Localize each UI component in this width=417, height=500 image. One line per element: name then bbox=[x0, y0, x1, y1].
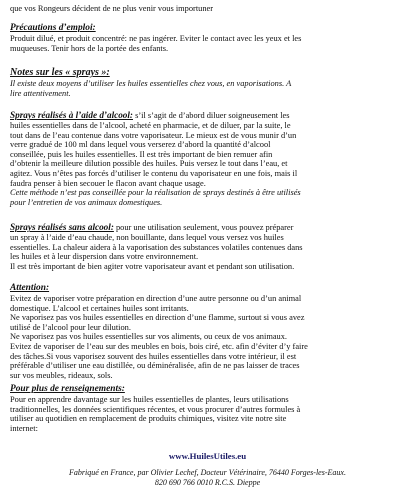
attention-section bbox=[10, 282, 405, 380]
attention-line: des tâches.Si vous vaporisez souvent des huiles essentielles dans votre intérieur, il est bbox=[10, 351, 297, 361]
alcohol-line: d’obtenir la meilleure dilution possible des huiles. Puis versez le tout dans l’eau, et bbox=[10, 159, 288, 169]
more-info-line: Pour en apprendre davantage sur les huiles essentielles de plantes, leurs utilisations bbox=[10, 395, 289, 404]
precautions-heading: Précautions d’emploi: bbox=[10, 23, 96, 33]
no-alcohol-first-line-text: pour une utilisation seulement, vous pouvez préparer bbox=[113, 223, 294, 232]
no-alcohol-spray-section bbox=[10, 222, 405, 271]
footer-line-2: 820 690 766 0010 R.C.S. Dieppe bbox=[154, 477, 261, 487]
website-row bbox=[10, 446, 405, 464]
precautions-line: Produit dilué, et produit concentré: ne pas ingérer. Eviter le contact avec les yeux et les bbox=[10, 34, 302, 43]
attention-line: sur vos meubles, rideaux, sols. bbox=[10, 370, 113, 380]
no-alcohol-line: essentielles. La chaleur aidera à la vaporisation des substances volatiles contenues dans bbox=[10, 242, 303, 252]
notes-heading: Notes sur les « sprays »: bbox=[10, 67, 110, 78]
alcohol-first-line-text: s’il s’agit de d’abord diluer soigneusement les bbox=[133, 111, 290, 120]
more-info-line: internet: bbox=[10, 423, 38, 433]
attention-heading: Attention: bbox=[10, 283, 50, 293]
attention-line: Ne vaporisez pas vos huiles essentielles sur vos aliments, ou ceux de vos animaux. bbox=[10, 332, 288, 342]
more-info-heading: Pour plus de renseignements: bbox=[10, 384, 125, 394]
more-info-line: traditionnelles, les données scientifiques récentes, et vous procurer d’autres formules à bbox=[10, 404, 301, 414]
alcohol-line: huiles essentielles dans de l’alcool, acheté en pharmacie, et de diluer, par la suite, le bbox=[10, 121, 291, 130]
alcohol-italic-line: Cette méthode n’est pas conseillée pour la réalisation de sprays destinés à être utilisés bbox=[10, 188, 301, 198]
attention-line: domestique. L’alcool et certaines huiles sont irritants. bbox=[10, 303, 189, 313]
attention-line: Evitez de vaporiser votre préparation en direction d’une autre personne ou d’un animal bbox=[10, 294, 302, 303]
precautions-line: muqueuses. Tenir hors de la portée des enfants. bbox=[10, 43, 169, 53]
alcohol-line: faudra penser à bien secouer le flacon avant chaque usage. bbox=[10, 178, 206, 188]
no-alcohol-line: les huiles et à leur dispersion dans votre environnement. bbox=[10, 252, 199, 262]
footer bbox=[10, 468, 405, 487]
alcohol-line: agitez. Vous n’êtes pas forcés d’utiliser le contenu du vaporisateur en une fois, mais il bbox=[10, 168, 298, 178]
alcohol-heading: Sprays réalisés à l’aide d’alcool: bbox=[10, 110, 133, 120]
intro-line: que vos Rongeurs décident de ne plus venir vous importuner bbox=[10, 4, 214, 13]
precautions-section bbox=[10, 22, 405, 53]
alcohol-line: tout dans de l’eau contenue dans votre vaporisateur. Le mieux est de vous munir d’un bbox=[10, 130, 297, 140]
no-alcohol-line: un spray à l’aide d’eau chaude, non bouillante, dans lequel vous versez vos huiles bbox=[10, 233, 284, 242]
attention-line: Evitez de vaporiser de l’eau sur des meubles en bois, bois ciré, etc. afin d’éviter d’y faire bbox=[10, 341, 308, 351]
alcohol-spray-section bbox=[10, 110, 405, 207]
attention-line: utilisé de l’alcool pour leur dilution. bbox=[10, 322, 131, 332]
notes-line: lire attentivement. bbox=[10, 88, 71, 98]
alcohol-line: conseillée, puis les huiles essentielles. Il est très important de bien remuer afin bbox=[10, 149, 273, 159]
no-alcohol-line: Il est très important de bien agiter votre vaporisateur avant et pendant son utilisation. bbox=[10, 261, 295, 271]
attention-line: préférable d’utiliser une eau distillée, ou déminéralisée, afin de ne pas laisser de traces bbox=[10, 361, 300, 371]
footer-line-1: Fabriqué en France, par Olivier Lechef, Docteur Vétérinaire, 76440 Forges-les-Eaux. bbox=[69, 468, 346, 477]
alcohol-italic-line: pour l’entretien de vos animaux domestiques. bbox=[10, 197, 163, 207]
alcohol-first-line bbox=[10, 110, 405, 121]
alcohol-line: verre gradué de 100 ml dans lequel vous verserez d’abord la quantité d’alcool bbox=[10, 140, 271, 150]
more-info-section bbox=[10, 383, 405, 433]
attention-line: Ne vaporisez pas vos huiles essentielles en direction d’une flamme, surtout si vous avez bbox=[10, 313, 305, 323]
notes-line: Il existe deux moyens d’utiliser les huiles essentielles chez vous, en vaporisations. A bbox=[10, 79, 292, 88]
more-info-line: utiliser au quotidien en remplacement de produits chimiques, visitez vite notre site bbox=[10, 414, 287, 424]
no-alcohol-heading: Sprays réalisés sans alcool: bbox=[10, 222, 114, 232]
notes-section bbox=[10, 66, 405, 98]
no-alcohol-first-line bbox=[10, 222, 405, 233]
website-link[interactable]: www.HuilesUtiles.eu bbox=[168, 451, 247, 461]
